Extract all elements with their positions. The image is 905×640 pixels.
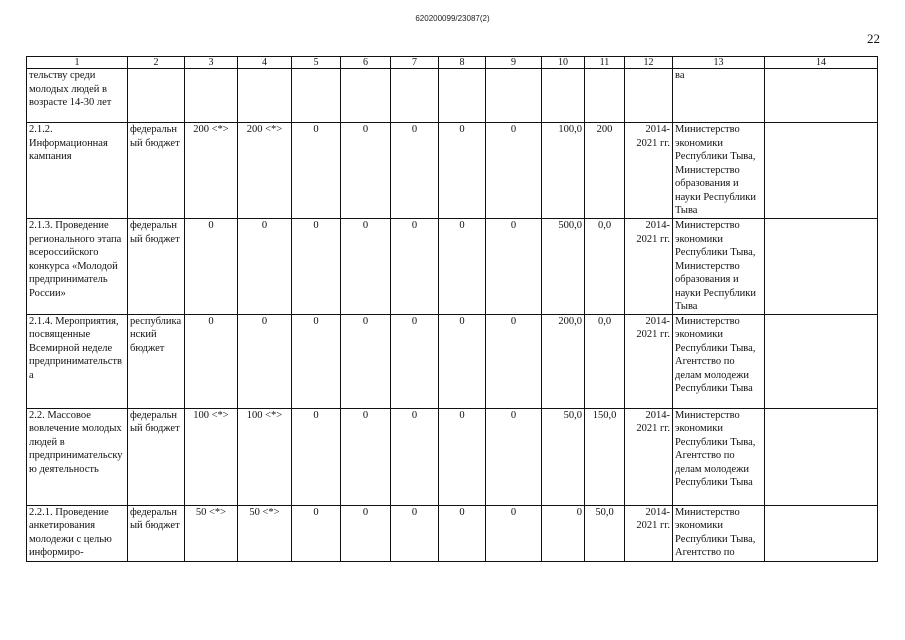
cell-activity: 2.2. Массовое вовлечение молодых людей в предпринимательскую деятельность (27, 408, 128, 505)
cell-value: 0 (341, 408, 391, 505)
cell-value: 0 (292, 505, 341, 561)
cell-value: 0 (542, 505, 585, 561)
cell-notes (765, 123, 878, 219)
cell-value: 200,0 (542, 314, 585, 408)
cell-value: 0 (391, 219, 439, 315)
column-header: 3 (185, 57, 238, 69)
cell-responsible: Министерство экономики Республики Тыва, Агентство по делам молодежи Республики Тыва (673, 314, 765, 408)
cell-value: 500,0 (542, 219, 585, 315)
cell-value: 0 (391, 505, 439, 561)
cell-value (585, 69, 625, 123)
column-header: 10 (542, 57, 585, 69)
cell-responsible: Министерство экономики Республики Тыва, Министерство образования и науки Республики Тыва (673, 219, 765, 315)
cell-funding-source (128, 69, 185, 123)
cell-value (439, 69, 486, 123)
column-header: 1 (27, 57, 128, 69)
column-header: 5 (292, 57, 341, 69)
cell-activity: 2.1.2. Информационная кампания (27, 123, 128, 219)
cell-value: 100 <*> (185, 408, 238, 505)
cell-value: 0 (391, 408, 439, 505)
cell-value: 0 (292, 123, 341, 219)
cell-value: 50 <*> (238, 505, 292, 561)
cell-value: 0 (185, 219, 238, 315)
cell-notes (765, 219, 878, 315)
cell-value: 200 <*> (185, 123, 238, 219)
table-header-row (27, 57, 878, 69)
column-header: 14 (765, 57, 878, 69)
cell-responsible: Министерство экономики Республики Тыва, Агентство по (673, 505, 765, 561)
cell-value: 0 (486, 123, 542, 219)
cell-notes (765, 505, 878, 561)
column-header: 12 (625, 57, 673, 69)
cell-responsible: Министерство экономики Республики Тыва, Министерство образования и науки Республики Тыва (673, 123, 765, 219)
cell-value: 0 (292, 219, 341, 315)
cell-value: 50 <*> (185, 505, 238, 561)
cell-responsible: Министерство экономики Республики Тыва, Агентство по делам молодежи Республики Тыва (673, 408, 765, 505)
column-header: 13 (673, 57, 765, 69)
cell-value: 0 (486, 314, 542, 408)
table-row (27, 219, 878, 315)
cell-value: 0 (341, 219, 391, 315)
table-row (27, 408, 878, 505)
column-header: 6 (341, 57, 391, 69)
cell-value: 0,0 (585, 314, 625, 408)
program-table (26, 56, 878, 562)
cell-value: 0 (439, 123, 486, 219)
column-header: 4 (238, 57, 292, 69)
cell-value (238, 69, 292, 123)
cell-funding-source: федеральный бюджет (128, 408, 185, 505)
cell-value: 200 <*> (238, 123, 292, 219)
cell-value: 100 <*> (238, 408, 292, 505)
cell-activity: 2.2.1. Проведение анкетирования молодежи с целью информиро- (27, 505, 128, 561)
cell-value: 0 (341, 314, 391, 408)
cell-activity: 2.1.3. Проведение регионального этапа всероссийского конкурса «Молодой предприниматель России» (27, 219, 128, 315)
column-header: 7 (391, 57, 439, 69)
cell-value (292, 69, 341, 123)
cell-value: 0,0 (585, 219, 625, 315)
cell-notes (765, 314, 878, 408)
cell-funding-source: республиканский бюджет (128, 314, 185, 408)
table-row (27, 123, 878, 219)
cell-value (341, 69, 391, 123)
cell-value: 0 (391, 314, 439, 408)
table-row (27, 314, 878, 408)
cell-value: 200 (585, 123, 625, 219)
column-header: 2 (128, 57, 185, 69)
cell-value (486, 69, 542, 123)
cell-notes (765, 408, 878, 505)
cell-value: 150,0 (585, 408, 625, 505)
cell-activity: 2.1.4. Мероприятия, посвященные Всемирной неделе предпринимательства (27, 314, 128, 408)
cell-value (185, 69, 238, 123)
cell-value (391, 69, 439, 123)
page-number: 22 (867, 31, 880, 46)
table-row (27, 69, 878, 123)
cell-value: 0 (439, 314, 486, 408)
cell-value: 0 (486, 219, 542, 315)
column-header: 9 (486, 57, 542, 69)
cell-value: 0 (341, 505, 391, 561)
cell-value (542, 69, 585, 123)
cell-value: 0 (486, 408, 542, 505)
cell-value: 100,0 (542, 123, 585, 219)
cell-value: 0 (292, 408, 341, 505)
cell-activity: тельству среди молодых людей в возрасте 14-30 лет (27, 69, 128, 123)
cell-period: 2014-2021 гг. (625, 505, 673, 561)
cell-notes (765, 69, 878, 123)
cell-responsible: ва (673, 69, 765, 123)
cell-value: 0 (486, 505, 542, 561)
cell-value: 0 (391, 123, 439, 219)
table-row (27, 505, 878, 561)
cell-period: 2014-2021 гг. (625, 314, 673, 408)
cell-value: 0 (439, 219, 486, 315)
cell-funding-source: федеральный бюджет (128, 123, 185, 219)
cell-period: 2014-2021 гг. (625, 123, 673, 219)
cell-value: 0 (185, 314, 238, 408)
cell-value: 50,0 (542, 408, 585, 505)
cell-value: 0 (439, 408, 486, 505)
cell-value: 0 (292, 314, 341, 408)
cell-value: 0 (238, 314, 292, 408)
column-header: 11 (585, 57, 625, 69)
cell-value: 0 (238, 219, 292, 315)
cell-period (625, 69, 673, 123)
cell-period: 2014-2021 гг. (625, 219, 673, 315)
cell-value: 0 (341, 123, 391, 219)
cell-period: 2014-2021 гг. (625, 408, 673, 505)
cell-funding-source: федеральный бюджет (128, 219, 185, 315)
column-header: 8 (439, 57, 486, 69)
cell-value: 0 (439, 505, 486, 561)
cell-value: 50,0 (585, 505, 625, 561)
document-id: 620200099/23087(2) (415, 14, 490, 23)
cell-funding-source: федеральный бюджет (128, 505, 185, 561)
